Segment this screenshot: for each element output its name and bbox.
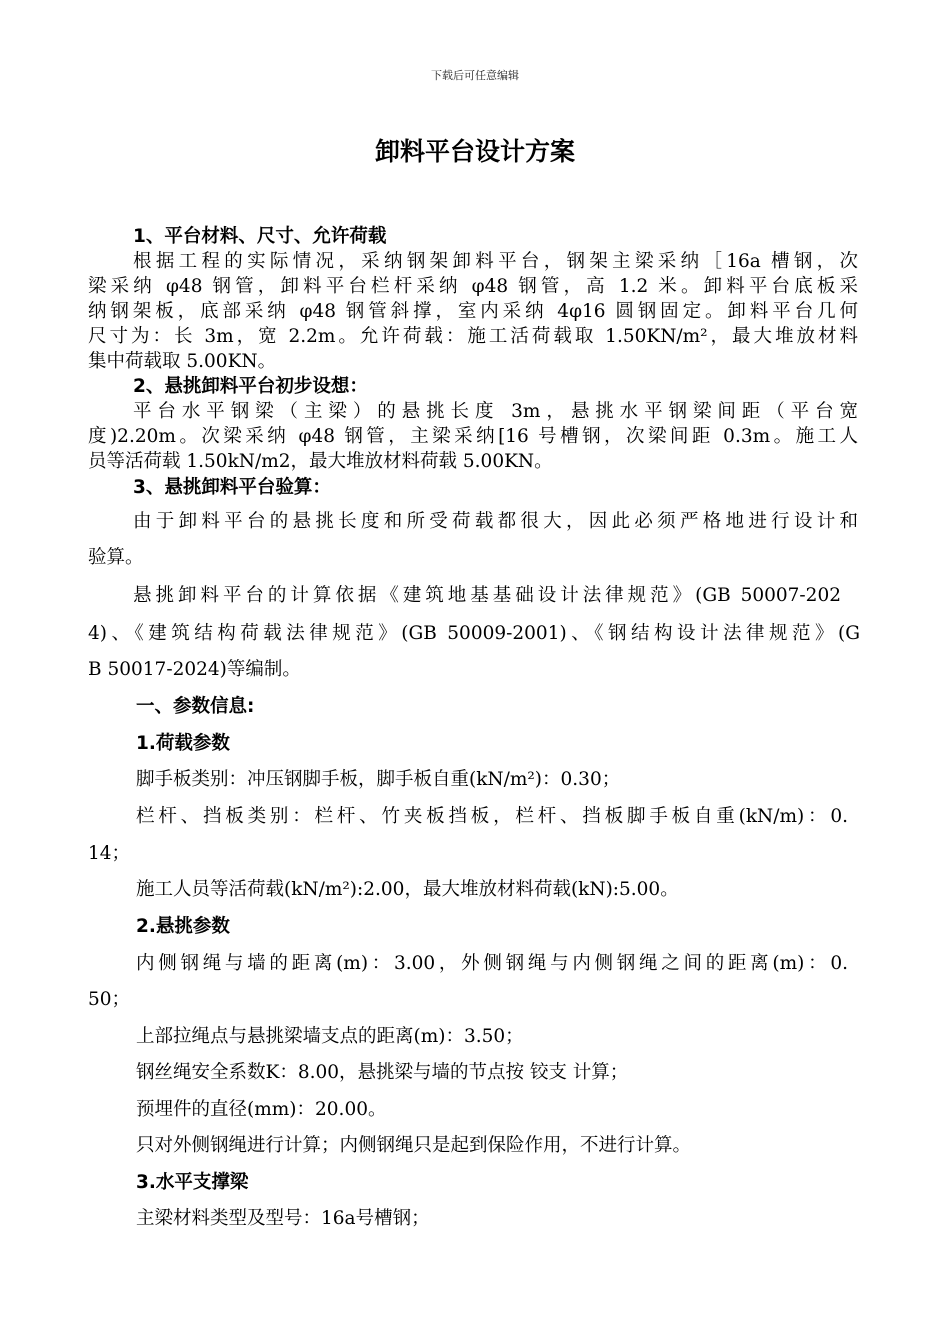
section-2-line-2: 度)2.20m。次梁采纳 φ48 钢管，主梁采纳[16 号槽钢，次梁间距 0.3m。施工人 [88,426,858,447]
section-3-line-2: 验算。 [88,547,144,568]
parameter-heading: 一、参数信息: [136,696,255,717]
section-3-line-1: 由于卸料平台的悬挑长度和所受荷载都很大，因此必须严格地进行设计和 [133,511,858,532]
section-3-line-5: B 50017-2024)等编制。 [88,659,301,680]
section-2-heading: 2、悬挑卸料平台初步设想： [133,376,368,397]
horizontal-beam-heading: 3.水平支撑梁 [136,1172,249,1193]
load-line-4: 施工人员等活荷载(kN/m²):2.00，最大堆放材料荷载(kN):5.00。 [136,879,679,900]
load-line-1: 脚手板类别：冲压钢脚手板，脚手板自重(kN/m²)：0.30； [136,769,621,790]
section-1-line-4: 尺寸为：长 3m，宽 2.2m。允许荷载：施工活荷载取 1.50KN/m²，最大堆放材料 [88,326,858,347]
document-title: 卸料平台设计方案 [374,137,575,166]
cantilever-line-6: 只对外侧钢绳进行计算；内侧钢绳只是起到保险作用，不进行计算。 [136,1135,692,1156]
section-1-line-2: 梁采纳 φ48 钢管，卸料平台栏杆采纳 φ48 钢管，高 1.2 米。卸料平台底板采 [88,276,858,297]
header-note: 下载后可任意编辑 [431,69,519,82]
section-3-line-4: 4)、《建筑结构荷载法律规范》(GB 50009-2001)、《钢结构设计法律规范》(G [88,623,860,644]
section-3-line-3: 悬挑卸料平台的计算依据《建筑地基基础设计法律规范》(GB 50007-202 [133,585,841,606]
section-2-line-3: 员等活荷载 1.50kN/m2，最大堆放材料荷载 5.00KN。 [88,451,553,472]
section-2-line-1: 平台水平钢梁（主梁）的悬挑长度 3m，悬挑水平钢梁间距（平台宽 [133,401,858,422]
cantilever-line-1: 内侧钢绳与墙的距离(m)：3.00，外侧钢绳与内侧钢绳之间的距离(m)：0. [136,953,848,974]
section-1-line-1: 根据工程的实际情况，采纳钢架卸料平台，钢架主梁采纳［16a 槽钢，次 [133,251,858,272]
section-1-line-5: 集中荷载取 5.00KN。 [88,351,277,372]
cantilever-line-2: 50； [88,989,131,1010]
section-1-line-3: 纳钢架板，底部采纳 φ48 钢管斜撑，室内采纳 4φ16 圆钢固定。卸料平台几何 [88,301,858,322]
cantilever-parameters-heading: 2.悬挑参数 [136,916,230,937]
load-parameters-heading: 1.荷载参数 [136,733,230,754]
load-line-2: 栏杆、挡板类别：栏杆、竹夹板挡板，栏杆、挡板脚手板自重(kN/m)：0. [136,806,848,827]
load-line-3: 14； [88,843,131,864]
beam-line-1: 主梁材料类型及型号：16a号槽钢； [136,1208,430,1229]
cantilever-line-5: 预埋件的直径(mm)：20.00。 [136,1099,387,1120]
section-1-heading: 1、平台材料、尺寸、允许荷载 [133,226,387,247]
cantilever-line-4: 钢丝绳安全系数K：8.00，悬挑梁与墙的节点按 铰支 计算； [136,1062,629,1083]
section-3-heading: 3、悬挑卸料平台验算： [133,477,331,498]
cantilever-line-3: 上部拉绳点与悬挑梁墙支点的距离(m)：3.50； [136,1026,524,1047]
